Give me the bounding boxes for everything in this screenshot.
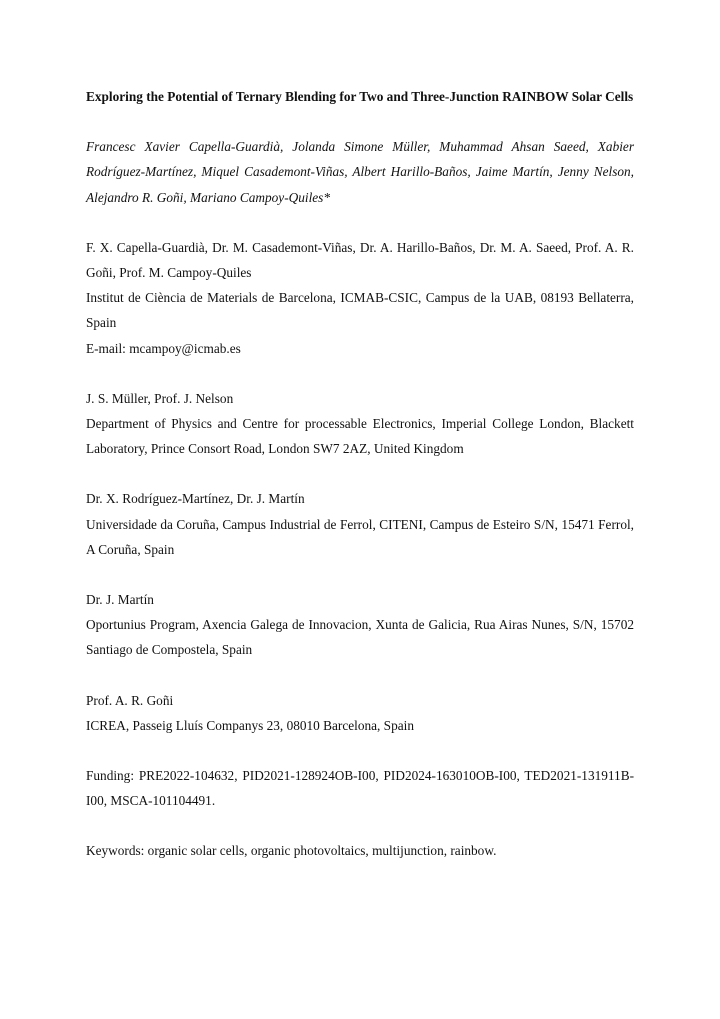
affiliation-names: J. S. Müller, Prof. J. Nelson: [86, 390, 234, 406]
funding-statement: Funding: PRE2022-104632, PID2021-128924OB-I00, PID2024-163010OB-I00, TED2021-131911B-I00, MSCA-101104491.: [86, 768, 634, 809]
affiliation-3: [86, 486, 634, 562]
affiliation-2: [86, 386, 634, 462]
affiliation-institution: ICREA, Passeig Lluís Companys 23, 08010 Barcelona, Spain: [86, 717, 414, 733]
affiliation-institution: Universidade da Coruña, Campus Industrial de Ferrol, CITENI, Campus de Esteiro S/N, 15471 Ferrol, A Coruña, Spain: [86, 516, 634, 557]
affiliation-names: F. X. Capella-Guardià, Dr. M. Casademont-Viñas, Dr. A. Harillo-Baños, Dr. M. A. Saeed, Prof. A. R. Goñi, Prof. M. Campoy-Quiles: [86, 239, 634, 281]
affiliation-institution: Department of Physics and Centre for processable Electronics, Imperial College London, Blackett Laboratory, Prince Consort Road, London SW7 2AZ, United Kingdom: [86, 416, 634, 457]
affiliation-4: [86, 587, 634, 663]
author-list: Francesc Xavier Capella-Guardià, Jolanda Simone Müller, Muhammad Ahsan Saeed, Xabier Rodríguez-Martínez, Miquel Casademont-Viñas, Albert Harillo-Baños, Jaime Martín, Jenny Nelson, Alejandro R. Goñi, Mariano Campoy-Quiles*: [86, 139, 634, 205]
affiliation-5: [86, 688, 634, 738]
paper-front-page: [86, 84, 634, 864]
keywords: Keywords: organic solar cells, organic photovoltaics, multijunction, rainbow.: [86, 843, 497, 859]
contact-email: E-mail: mcampoy@icmab.es: [86, 340, 241, 356]
affiliation-names: Dr. J. Martín: [86, 592, 154, 608]
affiliation-institution: Oportunius Program, Axencia Galega de Innovacion, Xunta de Galicia, Rua Airas Nunes, S/N, 15702 Santiago de Compostela, Spain: [86, 617, 634, 658]
affiliation-names: Dr. X. Rodríguez-Martínez, Dr. J. Martín: [86, 491, 305, 507]
affiliation-1: [86, 235, 634, 361]
affiliation-institution: Institut de Ciència de Materials de Barcelona, ICMAB-CSIC, Campus de la UAB, 08193 Bellaterra, Spain: [86, 290, 634, 331]
paper-title: Exploring the Potential of Ternary Blending for Two and Three-Junction RAINBOW Solar Cells: [86, 89, 634, 104]
affiliation-names: Prof. A. R. Goñi: [86, 692, 174, 708]
